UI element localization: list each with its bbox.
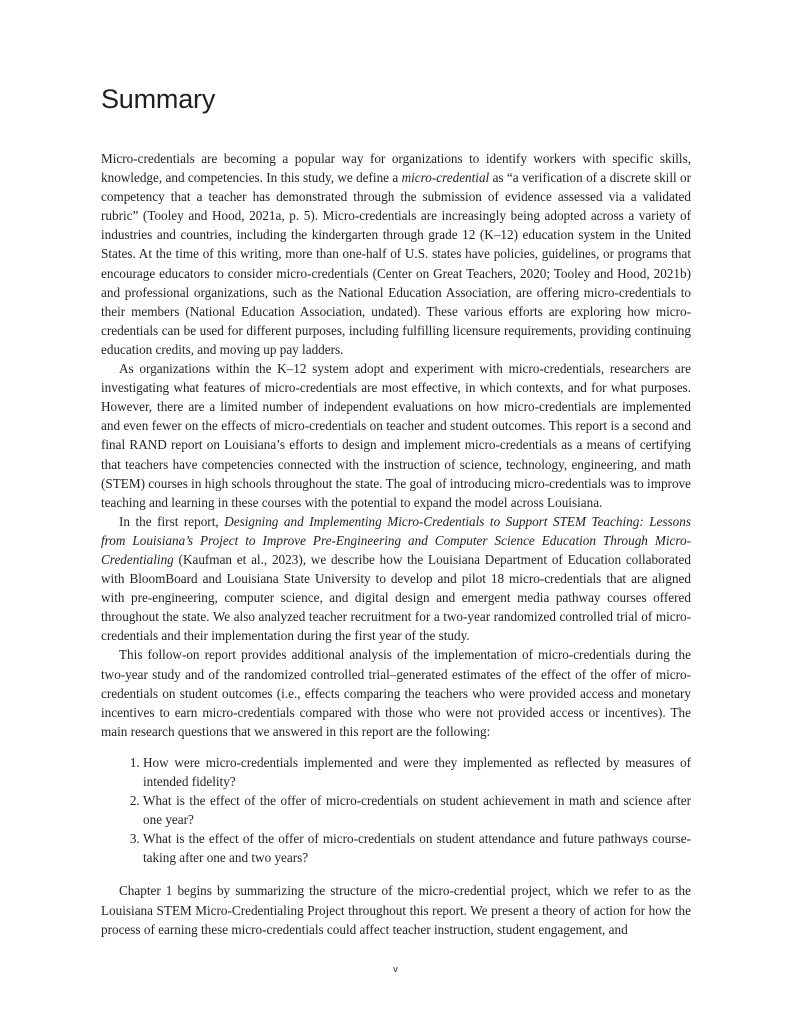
paragraph-3-text-b: (Kaufman et al., 2023), we describe how the Louisiana Department of Education collaborated with BloomBoard and Louisiana State University to develop and pilot 18 micro-credentials that are aligned with pre-engineering, computer science, and digital design and emergent media pathway courses offered throughout the state. We also analyzed teacher recruitment for a two-year randomized controlled trial of micro-credentials and their implementation during the first year of the study. [101,551,691,644]
paragraph-5: Chapter 1 begins by summarizing the structure of the micro-credential project, which we refer to as the Louisiana STEM Micro-Credentialing Project throughout this report. We present a theory of action for how the process of earning these micro-credentials could affect teacher instruction, student engagement, and [101,883,691,937]
paragraph-3 [101,512,691,646]
summary-body [101,149,691,939]
paragraph-3-report-title: Designing and Implementing Micro-Credentials to Support STEM Teaching: Lessons from Louisiana’s Project to Improve Pre-Engineering and Computer Science Education Through Micro-Credentialing [101,513,691,567]
paragraph-1 [101,149,691,359]
paragraph-2: As organizations within the K–12 system adopt and experiment with micro-credentials, researchers are investigating what features of micro-credentials are most effective, in which contexts, and for what purposes. However, there are a limited number of independent evaluations on how micro-credentials are implemented and even fewer on the effects of micro-credentials on teacher and student outcomes. This report is a second and final RAND report on Louisiana’s efforts to design and implement micro-credentials as a means of certifying that teachers have competencies connected with the instruction of science, technology, engineering, and math (STEM) courses in high schools throughout the state. The goal of introducing micro-credentials was to improve teaching and learning in these courses with the potential to expand the model across Louisiana. [101,361,691,510]
research-question-1: 1. How were micro-credentials implemented and were they implemented as reflected by measures of intended fidelity? [143,753,691,791]
paragraph-4: This follow-on report provides additional analysis of the implementation of micro-credentials during the two-year study and of the randomized controlled trial–generated estimates of the effect of the offer of micro-credentials on student outcomes (i.e., effects comparing the teachers who were provided access and monetary incentives to earn micro-credentials compared with those who were not provided access or incentives). The main research questions that we answered in this report are the following: [101,647,691,739]
research-question-2: 2. What is the effect of the offer of micro-credentials on student achievement in math and science after one year? [143,791,691,829]
page-title: Summary [101,84,216,114]
research-questions-list [101,753,691,868]
paragraph-1-text-b: as “a verification of a discrete skill or competency that a teacher has demonstrated through the submission of evidence assessed via a validated rubric” (Tooley and Hood, 2021a, p. 5). Micro-credentials are increasingly being adopted across a variety of industries and countries, including the kindergarten through grade 12 (K–12) education system in the United States. At the time of this writing, more than one-half of U.S. states have policies, guidelines, or programs that encourage educators to consider micro-credentials (Center on Great Teachers, 2020; Tooley and Hood, 2021b) and professional organizations, such as the National Education Association, are offering micro-credentials to their members (National Education Association, undated). These various efforts are exploring how micro-credentials can be used for different purposes, including fulfilling licensure requirements, providing continuing education credits, and moving up pay ladders. [101,170,691,357]
research-question-3: 3. What is the effect of the offer of micro-credentials on student attendance and future pathways course-taking after one and two years? [143,829,691,867]
paragraph-3-text-a: In the first report, [119,513,225,529]
page-number: v [393,964,398,974]
paragraph-1-term: micro-credential [401,170,490,186]
paragraph-1-text-a: Micro-credentials are becoming a popular way for organizations to identify workers with specific skills, knowledge, and competencies. In this study, we define a [101,151,691,186]
